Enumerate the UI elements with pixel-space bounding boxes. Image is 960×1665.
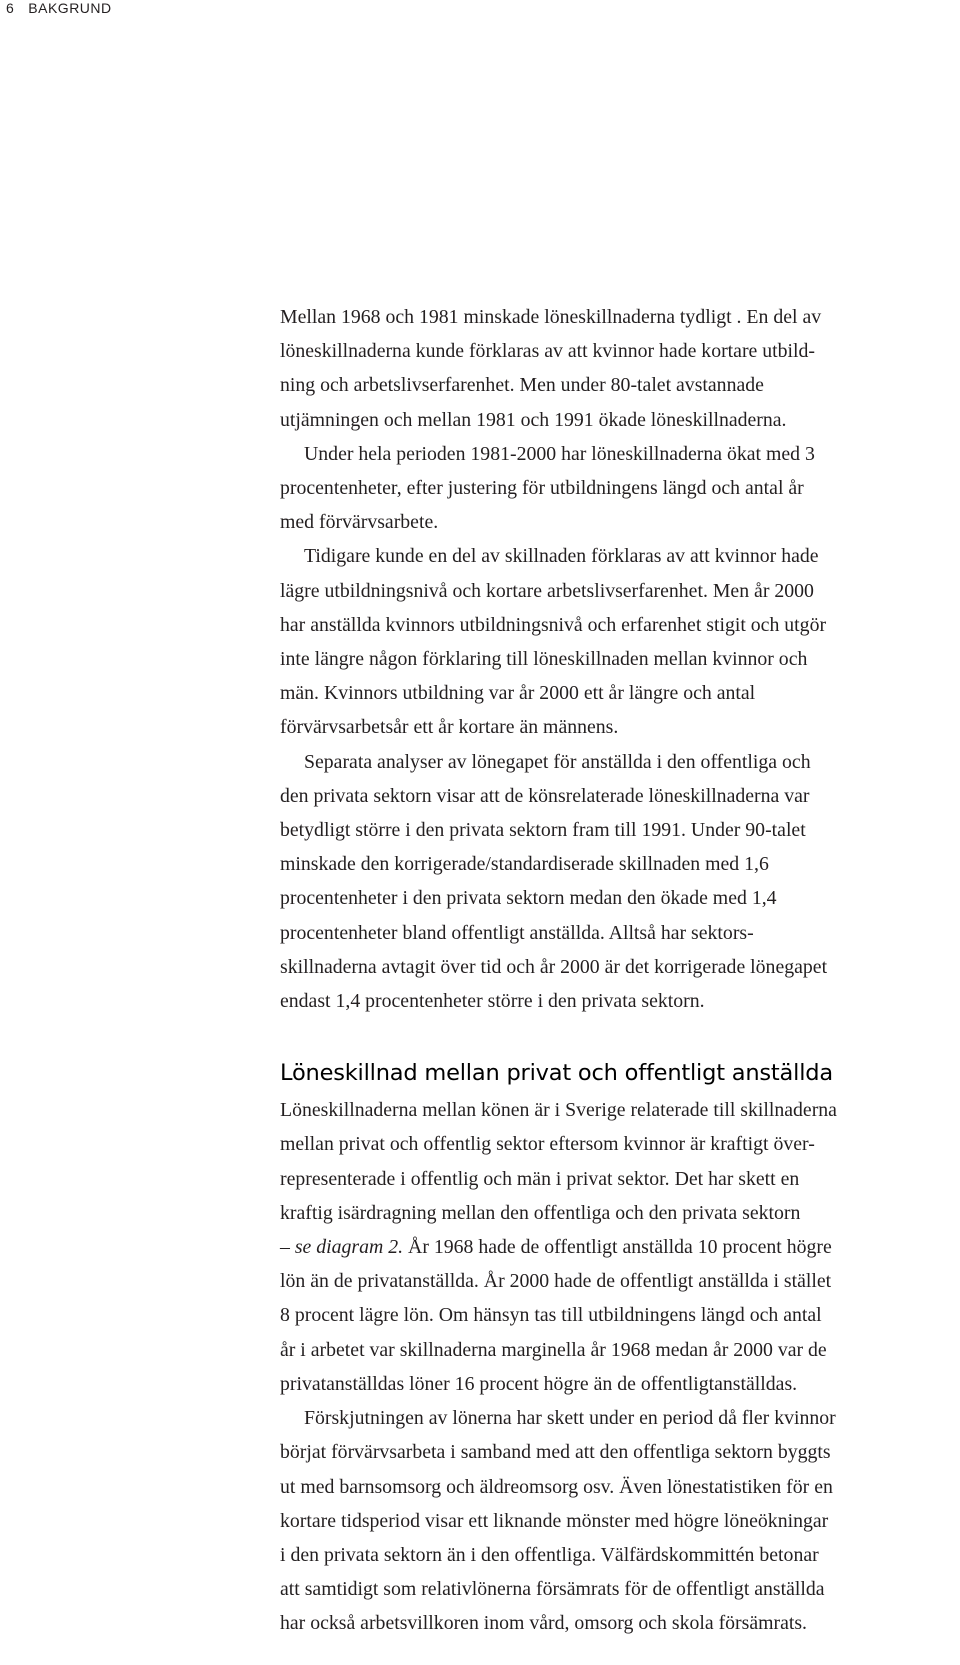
paragraph-3 [280,539,956,744]
text-line: kortare tidsperiod visar ett liknande mönster med högre löneökningar [280,1509,829,1532]
section-paragraph-1 [280,1093,956,1401]
text-line: den privata sektorn visar att de könsrelaterade löneskillnaderna var [280,784,810,807]
text-line: skillnaderna avtagit över tid och år 2000 är det korrigerade lönegapet [280,955,828,978]
text-line: utjämningen och mellan 1981 och 1991 ökade löneskillnaderna. [280,408,787,431]
text-line: 8 procent lägre lön. Om hänsyn tas till utbildningens längd och antal [280,1304,822,1327]
text-line-diagram-reference [280,1230,956,1264]
text-line: Löneskillnaderna mellan könen är i Sverige relaterade till skillnaderna [280,1099,837,1122]
text-line: ning och arbetslivserfarenhet. Men under 80-talet avstannade [280,374,764,397]
em-dash: – [280,1236,295,1259]
text-line: kraftig isärdragning mellan den offentliga och den privata sektorn [280,1201,801,1224]
text-line: år i arbetet var skillnaderna marginella år 1968 medan år 2000 var de [280,1338,827,1361]
section-paragraph-2 [280,1401,956,1640]
text-line: med förvärvsarbete. [280,511,439,534]
text-line: att samtidigt som relativlönerna försämrats för de offentligt anställda [280,1578,825,1601]
text-line: män. Kvinnors utbildning var år 2000 ett år längre och antal [280,682,756,705]
text-line: representerade i offentlig och män i privat sektor. Det har skett en [280,1167,800,1190]
section-label: BAKGRUND [28,0,112,16]
text-line: endast 1,4 procentenheter större i den privata sektorn. [280,990,705,1013]
text-line: lägre utbildningsnivå och kortare arbetslivserfarenhet. Men år 2000 [280,579,814,602]
text-line: procentenheter i den privata sektorn medan den ökade med 1,4 [280,887,777,910]
text-line: har anställda kvinnors utbildningsnivå och erfarenhet stigit och utgör [280,613,827,636]
text-line: mellan privat och offentlig sektor eftersom kvinnor är kraftigt över- [280,1133,815,1156]
paragraph-2 [280,437,956,540]
text-line: förvärvsarbetsår ett år kortare än männens. [280,716,619,739]
text-line: Under hela perioden 1981-2000 har löneskillnaderna ökat med 3 [304,442,815,465]
text-line: privatanställdas löner 16 procent högre än de offentligtanställdas. [280,1372,798,1395]
text-line: minskade den korrigerade/standardiserade skillnaden med 1,6 [280,853,769,876]
text-line: börjat förvärvsarbeta i samband med att den offentliga sektorn byggts [280,1441,831,1464]
text-run: År 1968 hade de offentligt anställda 10 procent högre [403,1236,832,1259]
page-number: 6 [6,0,15,16]
text-line: lön än de privatanställda. År 2000 hade de offentligt anställda i stället [280,1270,832,1293]
diagram-reference[interactable]: se diagram 2. [294,1236,404,1259]
text-line: inte längre någon förklaring till löneskillnaden mellan kvinnor och [280,648,808,671]
paragraph-4 [280,745,956,1019]
text-line: Tidigare kunde en del av skillnaden förklaras av att kvinnor hade [304,545,819,568]
section-heading: Löneskillnad mellan privat och offentligt anställda [280,1060,833,1087]
text-line: betydligt större i den privata sektorn fram till 1991. Under 90-talet [280,819,806,842]
text-line: löneskillnaderna kunde förklaras av att kvinnor hade kortare utbild- [280,340,816,363]
body-text [280,300,956,1641]
text-line: har också arbetsvillkoren inom vård, omsorg och skola försämrats. [280,1612,808,1635]
text-line: procentenheter bland offentligt anställda. Alltså har sektors- [280,921,754,944]
paragraph-1 [280,300,956,437]
text-line: procentenheter, efter justering för utbildningens längd och antal år [280,477,804,500]
text-line: Förskjutningen av lönerna har skett under en period då fler kvinnor [304,1407,836,1430]
text-line: i den privata sektorn än i den offentliga. Välfärdskommittén betonar [280,1543,819,1566]
text-line: Separata analyser av lönegapet för anställda i den offentliga och [304,750,811,773]
running-head [6,0,112,16]
text-line: Mellan 1968 och 1981 minskade löneskillnaderna tydligt . En del av [280,306,822,328]
text-line: ut med barnsomsorg och äldreomsorg osv. Även lönestatistiken för en [280,1475,833,1498]
